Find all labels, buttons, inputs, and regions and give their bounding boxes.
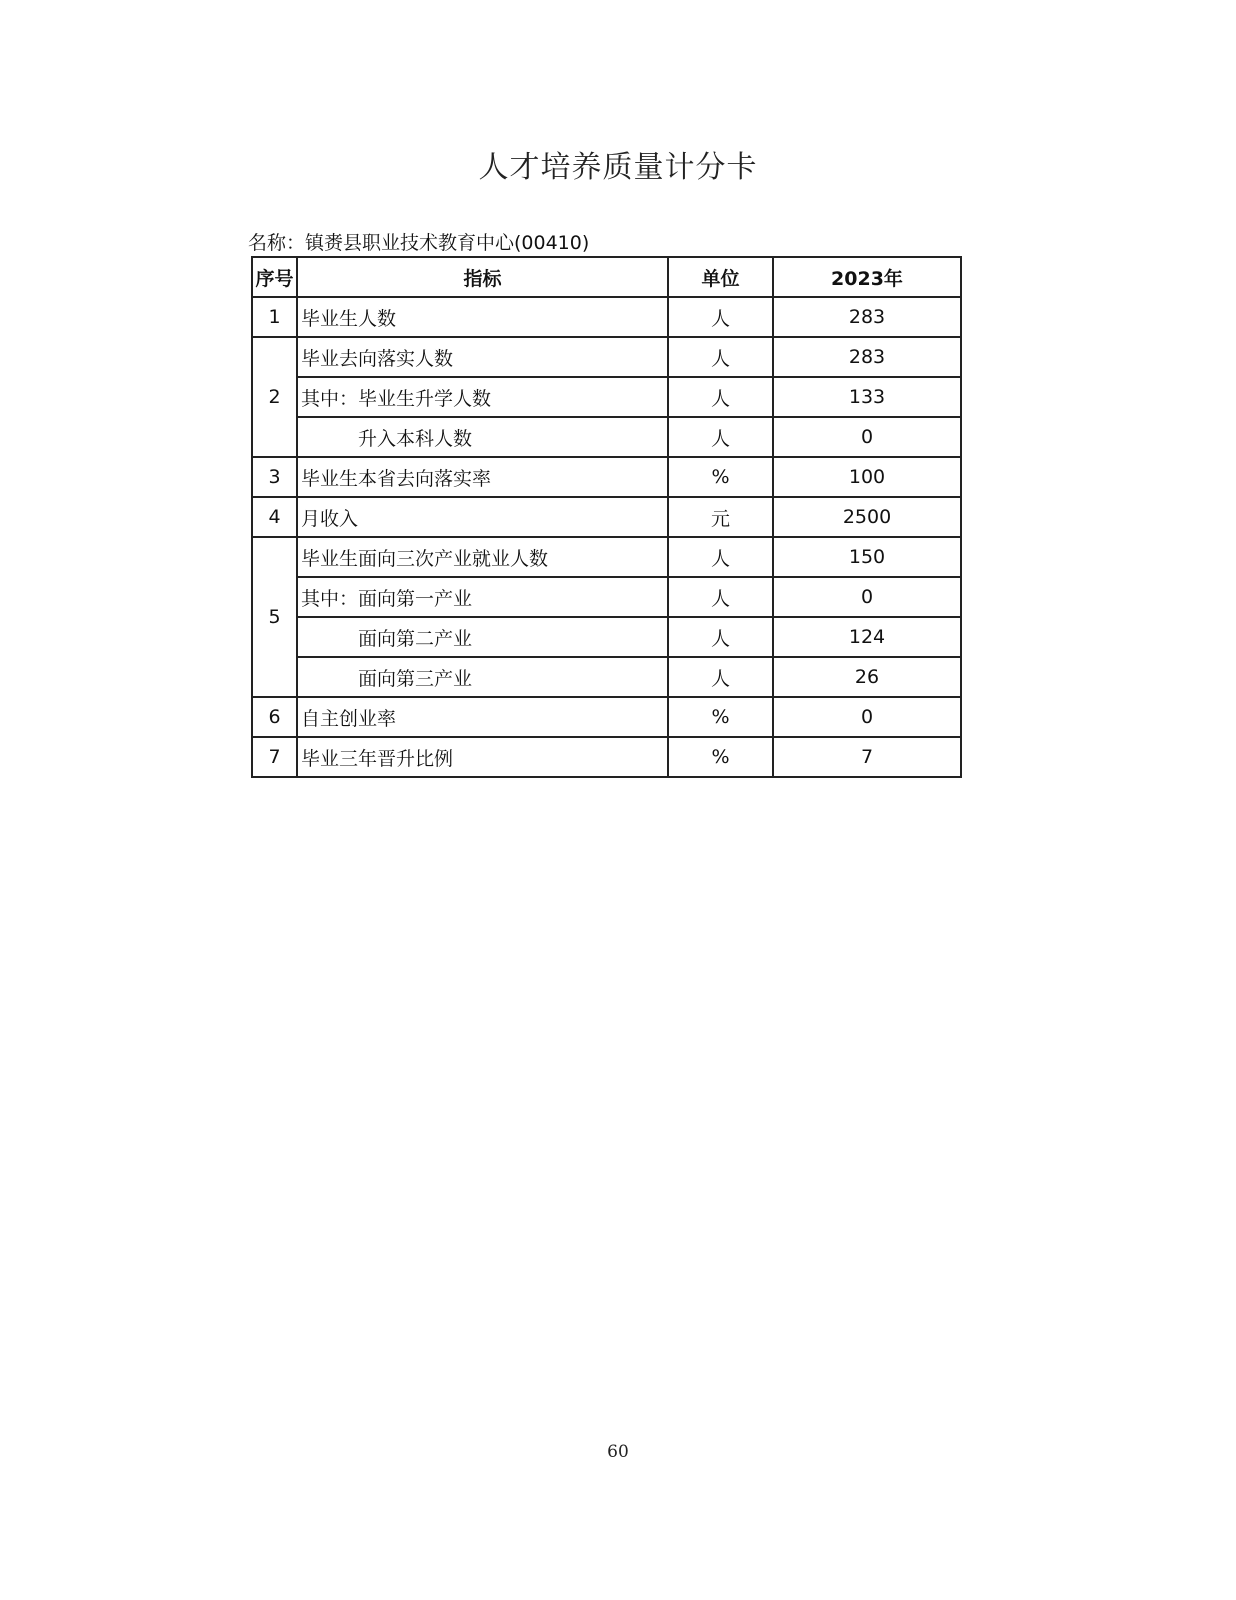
row-indicator: 面向第二产业 <box>297 617 668 657</box>
row-value: 283 <box>773 337 961 377</box>
table-row <box>252 457 961 497</box>
row-unit: 人 <box>668 577 773 617</box>
row-seq: 2 <box>252 337 297 457</box>
page-title: 人才培养质量计分卡 <box>478 150 758 185</box>
row-indicator: 毕业三年晋升比例 <box>297 737 668 777</box>
row-seq: 1 <box>252 297 297 337</box>
table-row <box>252 417 961 457</box>
row-unit: % <box>668 697 773 737</box>
row-value: 26 <box>773 657 961 697</box>
row-unit: 人 <box>668 617 773 657</box>
table-row <box>252 297 961 337</box>
table-row <box>252 337 961 377</box>
row-indicator: 面向第三产业 <box>297 657 668 697</box>
header-seq: 序号 <box>252 257 297 297</box>
row-indicator: 其中：毕业生升学人数 <box>297 377 668 417</box>
row-value: 124 <box>773 617 961 657</box>
row-indicator: 毕业生面向三次产业就业人数 <box>297 537 668 577</box>
row-seq: 5 <box>252 537 297 697</box>
row-unit: % <box>668 457 773 497</box>
table-row <box>252 497 961 537</box>
row-indicator: 自主创业率 <box>297 697 668 737</box>
row-unit: % <box>668 737 773 777</box>
row-unit: 人 <box>668 377 773 417</box>
table-row <box>252 377 961 417</box>
row-value: 7 <box>773 737 961 777</box>
table-row <box>252 737 961 777</box>
table-row <box>252 577 961 617</box>
row-value: 150 <box>773 537 961 577</box>
row-indicator: 毕业去向落实人数 <box>297 337 668 377</box>
header-unit: 单位 <box>668 257 773 297</box>
row-unit: 人 <box>668 417 773 457</box>
row-unit: 人 <box>668 657 773 697</box>
page-number: 60 <box>607 1442 629 1462</box>
table-row <box>252 657 961 697</box>
row-value: 2500 <box>773 497 961 537</box>
table-row <box>252 617 961 657</box>
row-seq: 7 <box>252 737 297 777</box>
table-row <box>252 537 961 577</box>
row-indicator: 月收入 <box>297 497 668 537</box>
row-unit: 元 <box>668 497 773 537</box>
row-seq: 4 <box>252 497 297 537</box>
row-seq: 3 <box>252 457 297 497</box>
row-unit: 人 <box>668 337 773 377</box>
row-indicator: 毕业生本省去向落实率 <box>297 457 668 497</box>
row-value: 100 <box>773 457 961 497</box>
row-value: 283 <box>773 297 961 337</box>
row-indicator: 升入本科人数 <box>297 417 668 457</box>
header-indicator: 指标 <box>297 257 668 297</box>
row-unit: 人 <box>668 537 773 577</box>
row-value: 0 <box>773 577 961 617</box>
row-value: 0 <box>773 417 961 457</box>
table-header-row <box>252 257 961 297</box>
header-year: 2023年 <box>773 257 961 297</box>
row-indicator: 毕业生人数 <box>297 297 668 337</box>
quality-scorecard-table <box>251 256 962 778</box>
organization-name: 名称：镇赉县职业技术教育中心(00410) <box>248 232 590 254</box>
row-unit: 人 <box>668 297 773 337</box>
row-indicator: 其中：面向第一产业 <box>297 577 668 617</box>
row-seq: 6 <box>252 697 297 737</box>
table-row <box>252 697 961 737</box>
row-value: 133 <box>773 377 961 417</box>
row-value: 0 <box>773 697 961 737</box>
